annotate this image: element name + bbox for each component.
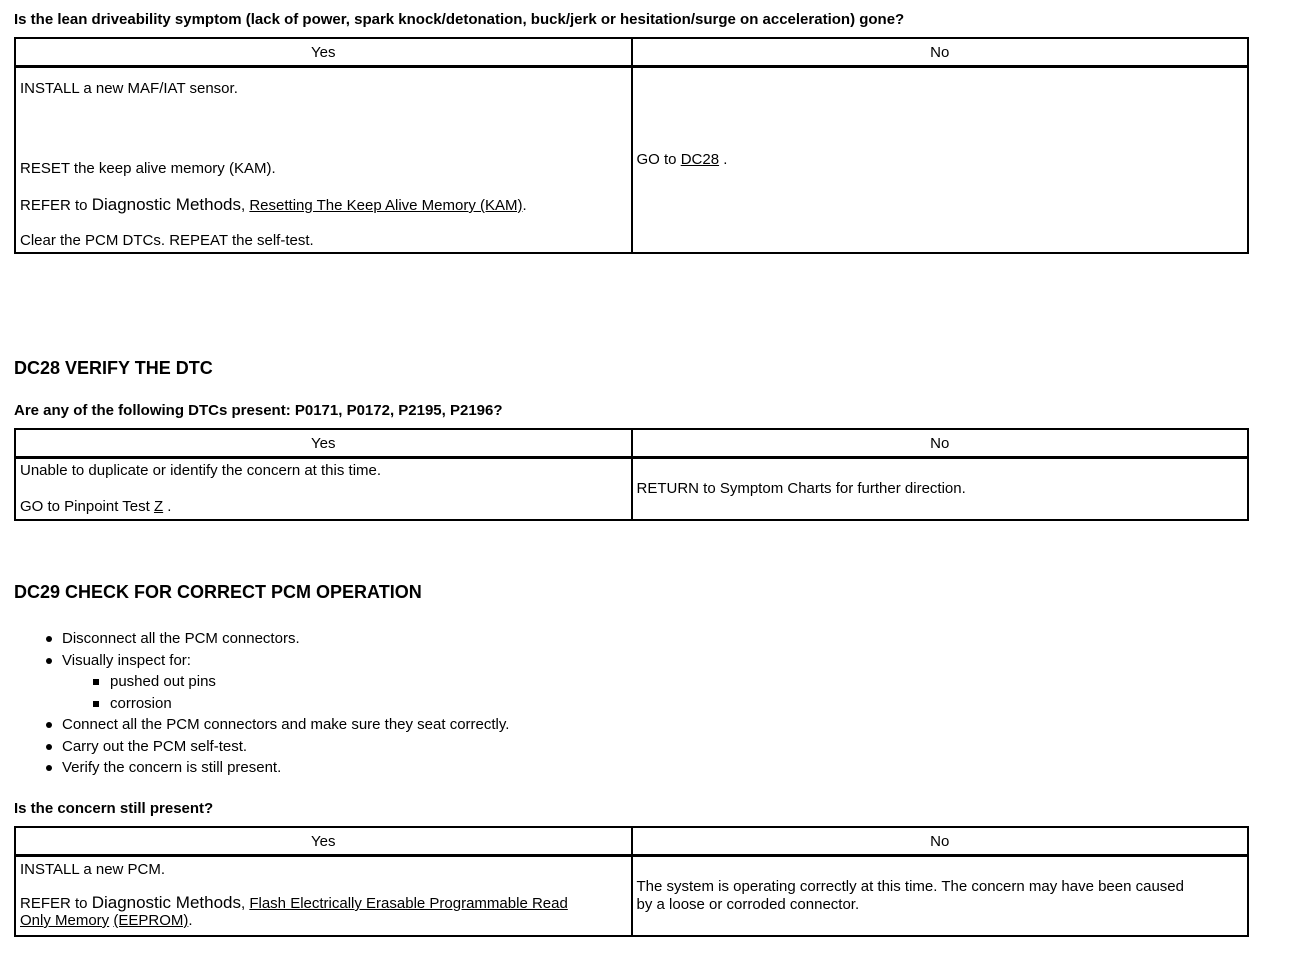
list-item: pushed out pins <box>14 671 509 693</box>
inspection-steps-list <box>14 628 509 779</box>
yes-line-refer: REFER to Diagnostic Methods, Resetting The Keep Alive Memory (KAM). <box>20 195 527 214</box>
yes-line-refer-eeprom: REFER to Diagnostic Methods, Flash Electrically Erasable Programmable Read Only Memory (EEPROM). <box>20 893 568 929</box>
yes-line-clear: Clear the PCM DTCs. REPEAT the self-test. <box>20 232 314 249</box>
yes-line-unable: Unable to duplicate or identify the concern at this time. <box>20 462 382 479</box>
list-item: Visually inspect for: <box>14 650 509 672</box>
yes-cell <box>15 458 632 520</box>
question-concern-present: Is the concern still present? <box>14 800 214 817</box>
yes-header: Yes <box>15 38 632 67</box>
no-header: No <box>632 429 1249 458</box>
no-header: No <box>632 38 1249 67</box>
yes-line-install: INSTALL a new MAF/IAT sensor. <box>20 80 238 97</box>
yes-header: Yes <box>15 827 632 856</box>
yes-header: Yes <box>15 429 632 458</box>
link-pinpoint-z[interactable]: Z <box>153 498 164 515</box>
no-cell: GO to DC28 . <box>632 67 1249 253</box>
no-header: No <box>632 827 1249 856</box>
link-dc28[interactable]: DC28 <box>680 151 720 169</box>
list-item: Carry out the PCM self-test. <box>14 736 509 758</box>
no-cell: The system is operating correctly at this time. The concern may have been caused by a loose or corroded connector. <box>632 856 1249 936</box>
list-item: corrosion <box>14 693 509 715</box>
decision-table-2 <box>14 428 1249 521</box>
decision-table-1 <box>14 37 1249 254</box>
question-dtcs-present: Are any of the following DTCs present: P0171, P0172, P2195, P2196? <box>14 402 503 419</box>
link-flash-eeprom[interactable]: Flash Electrically Erasable Programmable Read Only Memory <box>20 895 568 929</box>
yes-line-reset: RESET the keep alive memory (KAM). <box>20 160 276 177</box>
list-item: Disconnect all the PCM connectors. <box>14 628 509 650</box>
link-eeprom[interactable]: (EEPROM) <box>113 912 189 929</box>
decision-table-3 <box>14 826 1249 937</box>
heading-dc28: DC28 VERIFY THE DTC <box>14 358 213 378</box>
question-lean-driveability: Is the lean driveability symptom (lack of power, spark knock/detonation, buck/jerk or hesitation/surge on acceleration) gone? <box>14 11 905 28</box>
link-resetting-kam[interactable]: Resetting The Keep Alive Memory (KAM) <box>249 197 523 214</box>
list-item: Verify the concern is still present. <box>14 757 509 779</box>
yes-cell <box>15 856 632 936</box>
no-cell: RETURN to Symptom Charts for further direction. <box>632 458 1249 520</box>
heading-dc29: DC29 CHECK FOR CORRECT PCM OPERATION <box>14 582 422 602</box>
list-item: Connect all the PCM connectors and make sure they seat correctly. <box>14 714 509 736</box>
yes-line-goto: GO to Pinpoint Test Z . <box>20 498 172 515</box>
yes-cell <box>15 67 632 253</box>
yes-line-install-pcm: INSTALL a new PCM. <box>20 861 166 878</box>
